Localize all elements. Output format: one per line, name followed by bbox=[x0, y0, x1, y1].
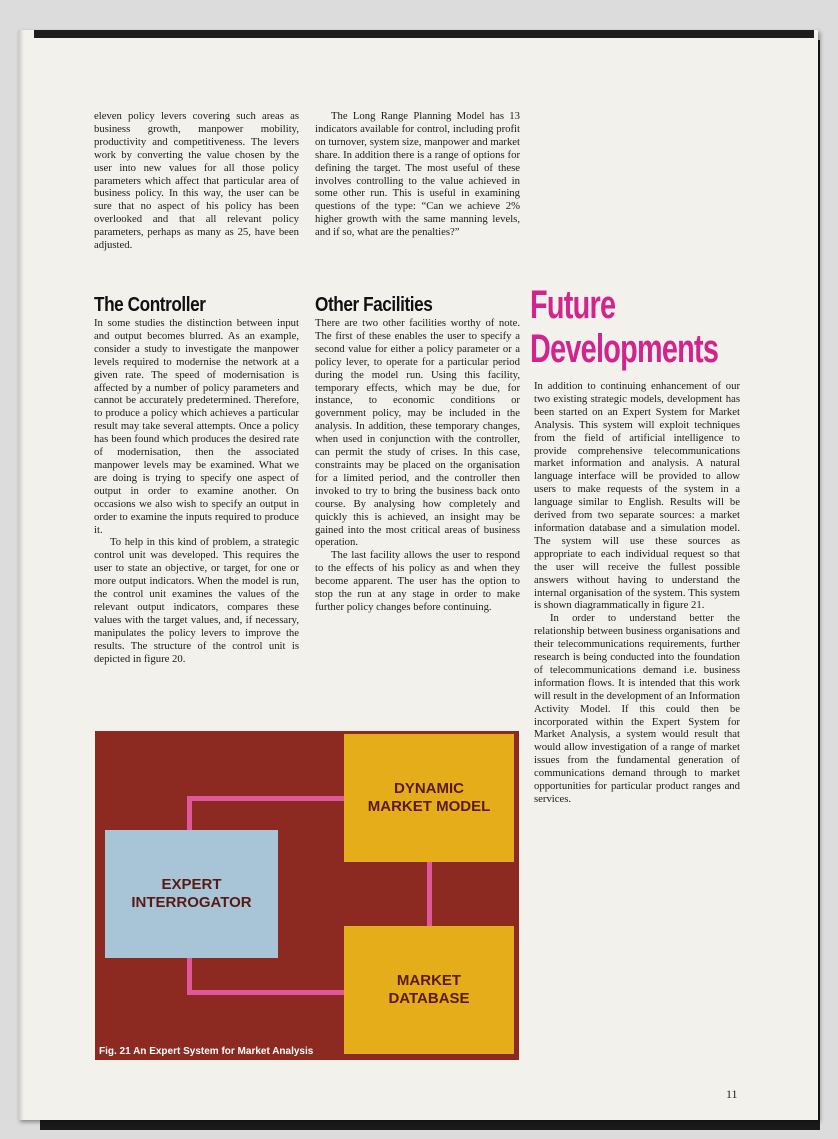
paragraph: In some studies the distinction between input and output becomes blurred. As an example, consider a study to investigate the manpower levels required to modernise the network at a given rate. The speed of modernisation is affected by a number of policy parameters and cannot be accurately predetermined. Therefore, to produce a policy which achieves a particular result may take several attempts. Once a policy has been found which produces the desired rate of modernisation, then the associated manpower levels may be examined. What we are doing is trying to specify one aspect of output in order to examine another. On occasions we also wish to specify an output in order to examine the inputs required to produce it. bbox=[94, 317, 299, 536]
paragraph: eleven policy levers covering such areas as business growth, manpower mobility, productivity and competitiveness. The levers work by converting the value chosen by the user into new values for all those policy parameters which affect that particular area of business policy. In this way, the user can be sure that no aspect of his policy has been overlooked and that all relevant policy parameters, perhaps as many as 25, have been adjusted. bbox=[94, 110, 299, 252]
box-label: EXPERT bbox=[161, 876, 222, 893]
future-developments-heading bbox=[530, 283, 718, 371]
paragraph: The last facility allows the user to respond to the effects of his policy as and when they become apparent. The user has the option to stop the run at any stage in order to make further policy changes before continuing. bbox=[315, 549, 520, 613]
figure-expert-system-diagram bbox=[95, 731, 519, 1060]
box-label: DATABASE bbox=[388, 990, 470, 1007]
heading-line: Developments bbox=[530, 327, 719, 371]
box-label: INTERROGATOR bbox=[131, 894, 252, 911]
connector-line bbox=[187, 990, 344, 995]
section-controller bbox=[94, 294, 299, 665]
connector-line bbox=[427, 862, 432, 926]
section-heading: The Controller bbox=[94, 294, 206, 316]
heading-line: Future bbox=[530, 283, 616, 327]
market-database-box bbox=[344, 926, 514, 1054]
connector-line bbox=[187, 796, 192, 831]
paragraph: In order to understand better the relationship between business organisations and their telecommunications requirements, further research is being conducted into the foundation of telecommunications demand i.e. business information flows. It is intended that this work will result in the development of an Information Activity Model. If this could then be incorporated within the Expert System for Market Analysis, a system would result that would allow investigation of a range of market issues from the fundamental generation of communications demand through to market opportunities for particular product ranges and services. bbox=[534, 612, 740, 805]
paragraph: In addition to continuing enhancement of our two existing strategic models, development has been started on an Expert System for Market Analysis. This system will exploit techniques from the field of artificial intelligence to provide comprehensive telecommunications market information and analysis. A natural language interface will be provided to allow users to make requests of the system in a language similar to English. Results will be derived from two separate sources: a market information database and a simulation model. The system will use these sources as appropriate to each individual request so that the user will receive the fullest possible answers without having to understand the internal organisation of the system. This system is shown diagrammatically in figure 21. bbox=[534, 380, 740, 612]
figure-caption: Fig. 21 An Expert System for Market Analysis bbox=[99, 1046, 314, 1057]
box-label: DYNAMIC bbox=[394, 780, 464, 797]
paragraph: There are two other facilities worthy of note. The first of these enables the user to specify a second value for either a policy parameter or a policy lever, to operate for a particular period during the model run. Using this facility, temporary effects, which may be due, for instance, to economic conditions or government policy, may be included in the analysis. In addition, these temporary changes, when used in conjunction with the controller, can permit the study of crises. In this case, constraints may be placed on the organisation for a limited period, and the controller then invoked to try to bring the business back onto course. By analysing how completely and quickly this is achieved, an insight may be gained into the most critical areas of business operation. bbox=[315, 317, 520, 549]
dynamic-market-model-box bbox=[344, 734, 514, 862]
column-1-top bbox=[94, 110, 299, 252]
column-2-top bbox=[315, 110, 520, 239]
box-label: MARKET MODEL bbox=[367, 798, 491, 815]
box-label: MARKET bbox=[396, 972, 462, 989]
expert-interrogator-box bbox=[105, 830, 278, 958]
section-other-facilities bbox=[315, 294, 520, 614]
connector-line bbox=[187, 796, 344, 801]
page-number: 11 bbox=[726, 1087, 738, 1101]
section-heading: Other Facilities bbox=[315, 294, 433, 316]
paragraph: To help in this kind of problem, a strategic control unit was developed. This requires the user to state an objective, or target, for one or more output indicators. When the model is run, the control unit examines the values of the relevant output indicators, compares these values with the target values, and, if necessary, manipulates the policy levers to improve the results. The structure of the control unit is depicted in figure 20. bbox=[94, 536, 299, 665]
paragraph: The Long Range Planning Model has 13 indicators available for control, including profit on turnover, system size, manpower and market share. In addition there is a range of options for defining the target. The most useful of these involves controlling to the value achieved in some other run. This is useful in examining questions of the type: “Can we achieve 2% higher growth with the same manning levels, and if so, what are the penalties?” bbox=[315, 110, 520, 239]
section-future-developments bbox=[534, 380, 740, 806]
page-top-edge bbox=[34, 30, 814, 38]
